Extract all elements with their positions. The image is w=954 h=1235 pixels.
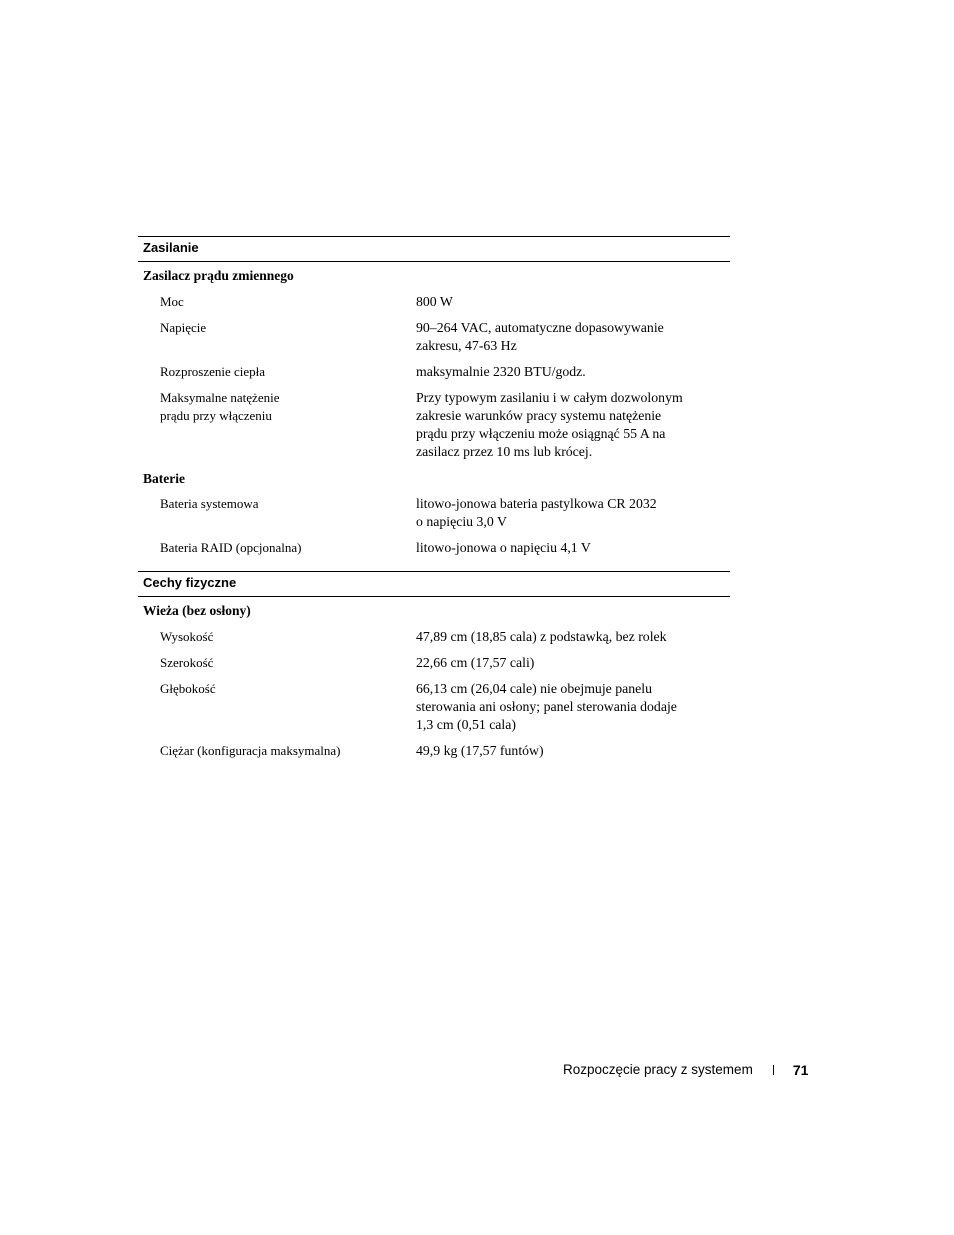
spec-label: Maksymalne natężenie prądu przy włączeniu	[160, 390, 280, 423]
section-heading-physical: Cechy fizyczne	[138, 571, 730, 597]
footer-title: Rozpoczęcie pracy z systemem	[563, 1062, 753, 1077]
spec-row-width	[138, 654, 730, 672]
spec-row-inrush-current	[138, 389, 730, 461]
spec-value: Przy typowym zasilaniu i w całym dozwolonym zakresie warunków pracy systemu natężenie prądu przy włączeniu może osiągnąć 55 A na zasilacz przez 10 ms lub krócej.	[416, 390, 683, 459]
spec-value: litowo-jonowa o napięciu 4,1 V	[416, 540, 591, 555]
spec-label: Głębokość	[160, 681, 216, 696]
spec-row-raid-battery	[138, 539, 730, 557]
spec-value: 49,9 kg (17,57 funtów)	[416, 743, 544, 758]
spec-value: 800 W	[416, 294, 453, 309]
spec-value: 22,66 cm (17,57 cali)	[416, 655, 535, 670]
specifications-table	[138, 236, 730, 760]
spec-row-system-battery	[138, 495, 730, 531]
spec-row-heat-dissipation	[138, 363, 730, 381]
spec-row-height	[138, 628, 730, 646]
spec-label: Rozproszenie ciepła	[160, 364, 266, 379]
spec-value: litowo-jonowa bateria pastylkowa CR 2032 o napięciu 3,0 V	[416, 496, 657, 529]
page-number: 71	[792, 1062, 809, 1078]
spec-label: Wysokość	[160, 629, 214, 644]
spec-label: Bateria RAID (opcjonalna)	[160, 540, 302, 555]
page-footer	[563, 1061, 808, 1079]
spec-value: 90–264 VAC, automatyczne dopasowywanie zakresu, 47-63 Hz	[416, 320, 664, 353]
footer-separator	[773, 1065, 774, 1075]
spec-row-depth	[138, 680, 730, 734]
spec-label: Ciężar (konfiguracja maksymalna)	[160, 743, 341, 758]
spec-label: Szerokość	[160, 655, 214, 670]
spec-label: Bateria systemowa	[160, 496, 259, 511]
section-heading-power: Zasilanie	[138, 236, 730, 262]
spec-value: 66,13 cm (26,04 cale) nie obejmuje panelu sterowania ani osłony; panel sterowania dodaje 1,3 cm (0,51 cala)	[416, 681, 677, 732]
spec-row-weight	[138, 742, 730, 760]
group-heading-batteries: Baterie	[143, 471, 185, 486]
group-heading-ac-power-supply: Zasilacz prądu zmiennego	[143, 268, 294, 283]
spec-label: Moc	[160, 294, 184, 309]
spec-row-voltage	[138, 319, 730, 355]
spec-value: maksymalnie 2320 BTU/godz.	[416, 364, 586, 379]
group-heading-tower: Wieża (bez osłony)	[143, 603, 251, 618]
spec-value: 47,89 cm (18,85 cala) z podstawką, bez rolek	[416, 629, 667, 644]
spec-row-power	[138, 293, 730, 311]
spec-label: Napięcie	[160, 320, 207, 335]
